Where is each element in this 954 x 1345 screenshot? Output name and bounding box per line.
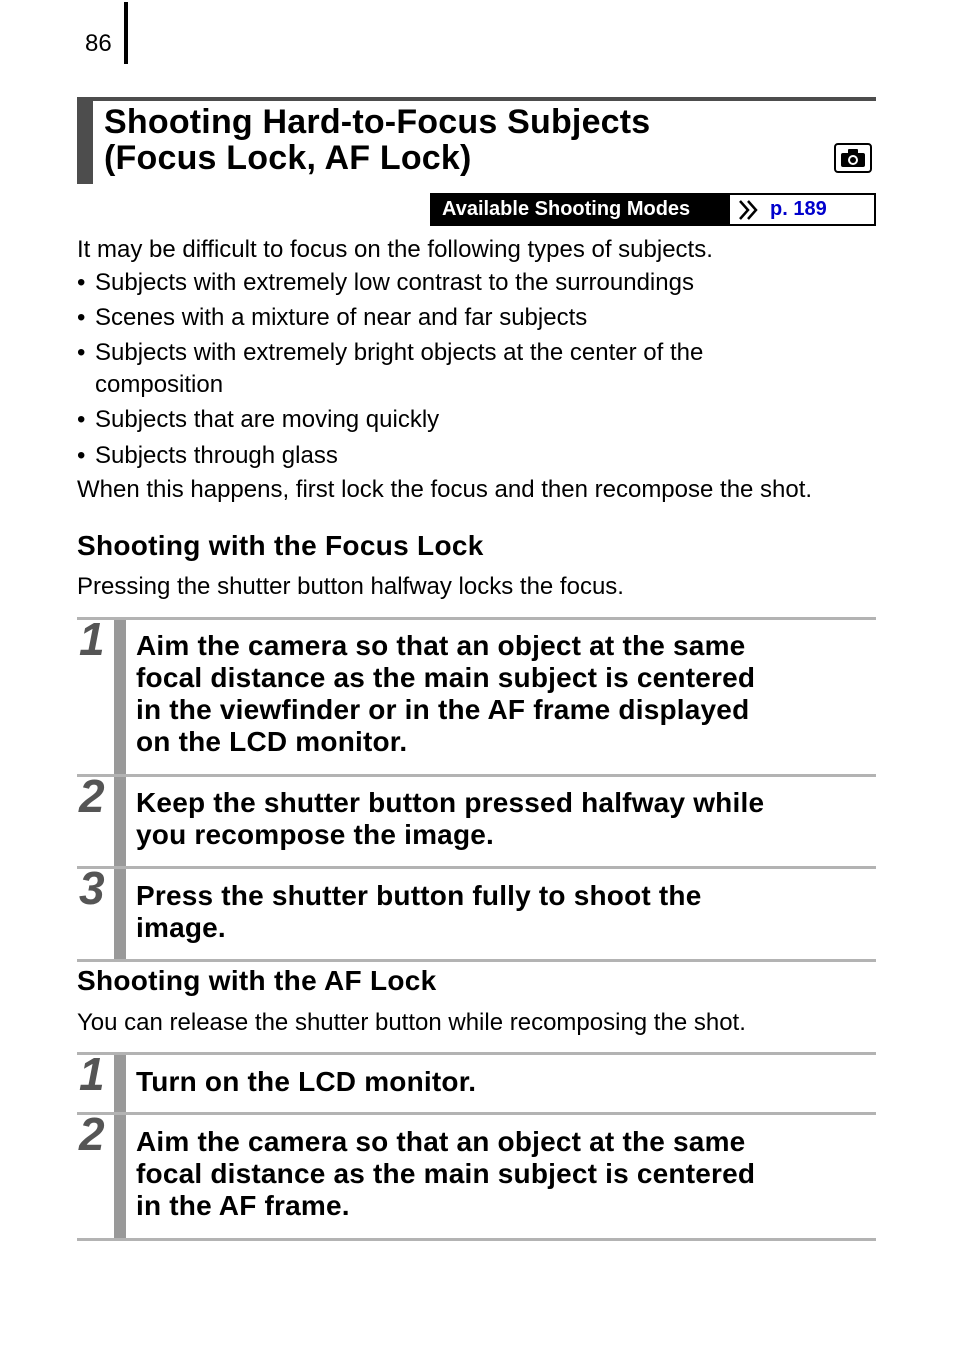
bullet-dot: •: [77, 339, 86, 366]
bullet-dot: •: [77, 442, 86, 469]
list-item-text: Scenes with a mixture of near and far subjects: [95, 304, 588, 331]
step-number: 2: [79, 1108, 105, 1160]
bullet-dot: •: [77, 304, 86, 331]
conclusion-text: When this happens, first lock the focus and then recompose the shot.: [77, 476, 813, 503]
step-line: focal distance as the main subject is centered: [136, 662, 756, 693]
bullet-dot: •: [77, 406, 86, 433]
bullet-dot: •: [77, 269, 86, 296]
step-instruction: [136, 787, 876, 851]
title-accent-bar: [77, 101, 93, 184]
list-item: [77, 440, 797, 472]
camera-icon: [841, 149, 865, 167]
step-line: image.: [136, 912, 226, 943]
available-shooting-modes: [430, 193, 876, 226]
list-item-text-continued: composition: [95, 371, 224, 398]
step-bar: [114, 1115, 126, 1239]
list-item-text: Subjects with extremely bright objects at the center of the: [95, 339, 704, 366]
step-bar: [114, 620, 126, 775]
list-item: [77, 302, 797, 334]
camera-mode-badge: [834, 143, 872, 173]
step-bar: [114, 869, 126, 960]
step-line: in the AF frame.: [136, 1190, 350, 1221]
page-title-line-2: (Focus Lock, AF Lock): [104, 139, 472, 177]
step-divider: [77, 866, 876, 869]
list-item: [77, 404, 797, 436]
page-title: [104, 104, 650, 176]
step-line: Aim the camera so that an object at the same: [136, 630, 746, 661]
available-modes-label: Available Shooting Modes: [432, 195, 730, 224]
step-instruction: [136, 630, 876, 758]
step-divider: [77, 774, 876, 777]
step-number: 2: [79, 770, 105, 822]
title-rule: [77, 97, 876, 101]
page-marker-bar: [124, 2, 128, 64]
af-lock-heading: Shooting with the AF Lock: [77, 965, 437, 996]
list-item-text: Subjects through glass: [95, 442, 338, 469]
step-line: in the viewfinder or in the AF frame displayed: [136, 694, 750, 725]
double-chevron-right-icon: [736, 199, 762, 221]
step-divider: [77, 959, 876, 962]
focus-lock-heading: Shooting with the Focus Lock: [77, 530, 484, 561]
step-number: 1: [79, 613, 105, 665]
page-number: 86: [85, 30, 112, 57]
intro-text: It may be difficult to focus on the following types of subjects.: [77, 236, 713, 263]
step-line: on the LCD monitor.: [136, 726, 408, 757]
step-line: Aim the camera so that an object at the same: [136, 1126, 746, 1157]
step-line: Turn on the LCD monitor.: [136, 1066, 477, 1097]
list-item-text: Subjects with extremely low contrast to the surroundings: [95, 269, 694, 296]
step-divider: [77, 617, 876, 620]
step-instruction: [136, 1126, 876, 1222]
list-item-text: Subjects that are moving quickly: [95, 406, 440, 433]
list-item: [77, 267, 797, 299]
af-lock-description: You can release the shutter button while recomposing the shot.: [77, 1009, 746, 1036]
step-instruction: [136, 880, 876, 944]
step-line: Press the shutter button fully to shoot the: [136, 880, 702, 911]
list-item: [77, 337, 797, 401]
page-reference-link[interactable]: p. 189: [770, 198, 827, 220]
step-divider: [77, 1238, 876, 1241]
step-instruction: [136, 1066, 876, 1098]
step-divider: [77, 1112, 876, 1115]
step-number: 1: [79, 1048, 105, 1100]
step-bar: [114, 777, 126, 867]
step-number: 3: [79, 862, 105, 914]
step-divider: [77, 1052, 876, 1055]
step-bar: [114, 1055, 126, 1114]
step-line: focal distance as the main subject is centered: [136, 1158, 756, 1189]
focus-lock-description: Pressing the shutter button halfway locks the focus.: [77, 573, 624, 600]
step-line: you recompose the image.: [136, 819, 495, 850]
page-title-line-1: Shooting Hard-to-Focus Subjects: [104, 103, 651, 141]
step-line: Keep the shutter button pressed halfway while: [136, 787, 765, 818]
